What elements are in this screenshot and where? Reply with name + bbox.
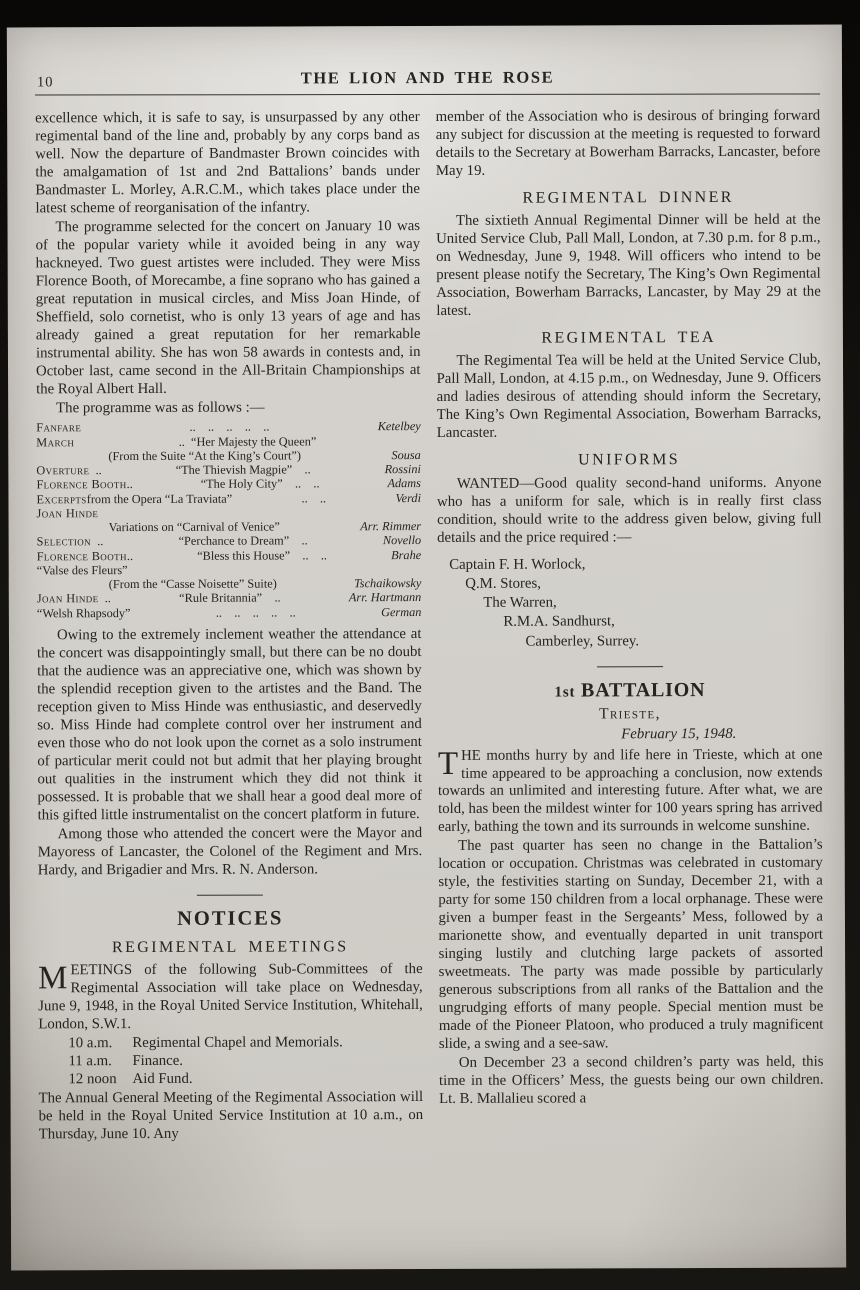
schedule-row: 11 a.m. Finance. [68, 1053, 184, 1070]
address-line: Camberley, Surrey. [525, 632, 640, 650]
agm-paragraph: The Annual General Meeting of the Regimental Association will be held in the Royal United Service Institution at 10 a.m., on Thursday, June 10. Any [38, 1089, 424, 1143]
section-divider [597, 666, 663, 667]
programme-row: Florence Booth .. “Bless this House” .. .. Brahe [36, 547, 422, 564]
programme-row: Joan Hinde [36, 506, 99, 521]
weather-paragraph: Owing to the extremely inclement weather the attendance at the concert was disappointingly small, but there can be no doubt that the audience was an appreciative one, which was shown by the splendid reception given to the artistes and the Band. The reception given to Miss Hinde was enthusiastic, and deservedly so. Miss Hinde had complete control over her instrument and even those who do not look upon the cornet as a solo instrument of particular merit could not but admit that her playing brought out qualities in the instrument which they did not think it possessed. It is probable that we shall hear a good deal more of this gifted little instrumentalist on the concert platform in future. [36, 625, 423, 824]
programme-row: “Valse des Fleurs” [36, 563, 128, 578]
programme-row: March .. “Her Majesty the Queen” [36, 434, 317, 450]
programme-row: Fanfare .. .. .. .. .. Ketelbey [36, 419, 421, 435]
drop-cap-t: T [437, 745, 459, 782]
page-number: 10 [36, 74, 54, 91]
meeting-schedule [68, 1034, 423, 1089]
dinner-paragraph: The sixtieth Annual Regimental Dinner will be held at the United Service Club, Pall Mall, London, at 7.30 p.m. for 8 p.m., on Wednesday, June 9, 1948. Will officers who intend to be present please notify the Secretary, The King’s Own Regimental Association, Bowerham Barracks, Lancaster, by May 29 at the latest. [436, 211, 821, 320]
regimental-dinner-heading: REGIMENTAL DINNER [522, 188, 734, 207]
address-line: The Warren, [483, 594, 557, 611]
trieste-paragraph [438, 746, 823, 837]
contact-address-block [437, 554, 822, 652]
battalion-location: Trieste, [599, 704, 661, 723]
programme-row: (From the Suite “At the King’s Court”) Sousa [108, 447, 421, 464]
programme-row: Excerpts from the Opera “La Traviata” .. .. Verdi [36, 490, 422, 507]
association-paragraph: member of the Association who is desirous of bringing forward any subject for discussion at the meeting is requested to forward details to the Secretary at Bowerham Barracks, Lancaster, before May 19. [435, 107, 821, 179]
right-column [436, 108, 824, 1144]
programme-row: Overture .. “The Thievish Magpie” .. Rossini [36, 462, 421, 478]
battalion-dateline: February 15, 1948. [621, 725, 737, 742]
programme-row: “Welsh Rhapsody” .. .. .. .. .. German [36, 604, 422, 621]
programme-row: Selection .. “Perchance to Dream” .. Novello [36, 533, 422, 549]
left-column [35, 109, 423, 1145]
regimental-meetings-heading: REGIMENTAL MEETINGS [111, 938, 349, 957]
battalion-heading: 1st BATTALION [554, 678, 706, 702]
attendees-paragraph: Among those who attended the concert were the Mayor and Mayoress of Lancaster, the Colonel of the Regiment and Mrs. Hardy, and Brigadier and Mrs. R. N. Anderson. [37, 824, 423, 878]
page-header [35, 67, 820, 94]
regimental-tea-heading: REGIMENTAL TEA [541, 329, 716, 347]
address-line: Q.M. Stores, [465, 575, 541, 592]
band-paragraph: excellence which, it is safe to say, is unsurpassed by any other regimental band of the line and, probably by any corps band as well. Now the departure of Bandmaster Brown coincides with the amalgamation of 1st and 2nd Battalions’ bands under Bandmaster L. Morley, A.R.C.M., which takes place under the latest scheme of reorganisation of the infantry. [35, 109, 420, 217]
meetings-text: EETINGS of the following Sub-Committees of the Regimental Association will take place on Wednesday, June 9, 1948, in the Royal United Service Institution, Whitehall, London, S.W.1. [38, 961, 423, 1033]
notices-heading: NOTICES [177, 907, 284, 930]
drop-cap-m: M [38, 960, 68, 997]
header-rule [35, 93, 820, 95]
page-title: THE LION AND THE ROSE [300, 67, 555, 88]
section-divider [197, 894, 263, 895]
programme-row: Variations on “Carnival of Venice” Arr. Rimmer [108, 519, 422, 535]
trieste-text: HE months hurry by and life here in Trieste, which at one time appeared to be approaching a conclusion, now extends towards an unlimited and interesting future. After what, we are told, has been the mildest winter for 100 years spring has arrived early, bathing the town and its surrounds in welcome sunshine. [437, 746, 823, 836]
programme-row: (From the “Casse Noisette” Suite) Tschaikowsky [108, 576, 422, 592]
concert-programme-list [36, 419, 421, 620]
concert-paragraph: The programme selected for the concert on January 10 was of the popular variety while it avoided being in any way hackneyed. Two guest artistes were included. They were Miss Florence Booth, of Morecambe, a fine soprano who has gained a great reputation in musical circles, and Miss Joan Hinde, of Sheffield, solo cornetist, who is only 13 years of age and has already gained a great reputation for her remarkable instrumental ability. She has won 58 awards in contests and, in October last, came second in the All-Britain Championships at the Royal Albert Hall. [35, 217, 421, 397]
uniforms-heading: UNIFORMS [578, 451, 681, 469]
address-line: Captain F. H. Worlock, [449, 556, 586, 573]
address-line: R.M.A. Sandhurst, [503, 613, 615, 631]
tea-paragraph: The Regimental Tea will be held at the United Service Club, Pall Mall, London, at 4.15 p.m., on Wednesday, June 9. Officers and ladies desirous of attending should inform the Secretary, The King’s Own Regimental Association, Bowerham Barracks, Lancaster. [436, 352, 822, 442]
two-column-layout [35, 108, 824, 1146]
magazine-page [7, 25, 846, 1271]
christmas-paragraph: The past quarter has seen no change in the Battalion’s location or occupation. Christmas was celebrated in customary style, the festivities starting on Sunday, December 21, with a party for some 150 children from a local orphanage. These were given a bumper feast in the Sergeants’ Mess, followed by a marionette show, and eventually departed in unit transport singing lustily and clutching large packets of assorted sweetmeats. The party was made possible by particularly generous subscriptions from all ranks of the Battalion and the ungrudging efforts of many people. Special mention must be made of the Pioneer Platoon, who produced a truly magnificent slide, a swing and a see-saw. [438, 837, 824, 1053]
programme-intro: The programme was as follows :— [56, 399, 265, 416]
schedule-row: 10 a.m. Regimental Chapel and Memorials. [68, 1034, 343, 1052]
programme-row: Florence Booth .. “The Holy City” .. .. Adams [36, 476, 421, 492]
programme-row: Joan Hinde .. “Rule Britannia” .. Arr. Hartmann [36, 590, 422, 606]
schedule-row: 12 noon Aid Fund. [68, 1071, 193, 1088]
meetings-paragraph [38, 961, 423, 1034]
officers-party-paragraph: On December 23 a second children’s party was held, this time in the Officers’ Mess, the guests being our own children. Lt. B. Mallalieu scored a [438, 1053, 824, 1107]
uniforms-paragraph: WANTED—Good quality second-hand uniforms. Anyone who has a uniform for sale, which is in really first class condition, should write to the address given below, giving full details and the price required :— [436, 474, 822, 546]
